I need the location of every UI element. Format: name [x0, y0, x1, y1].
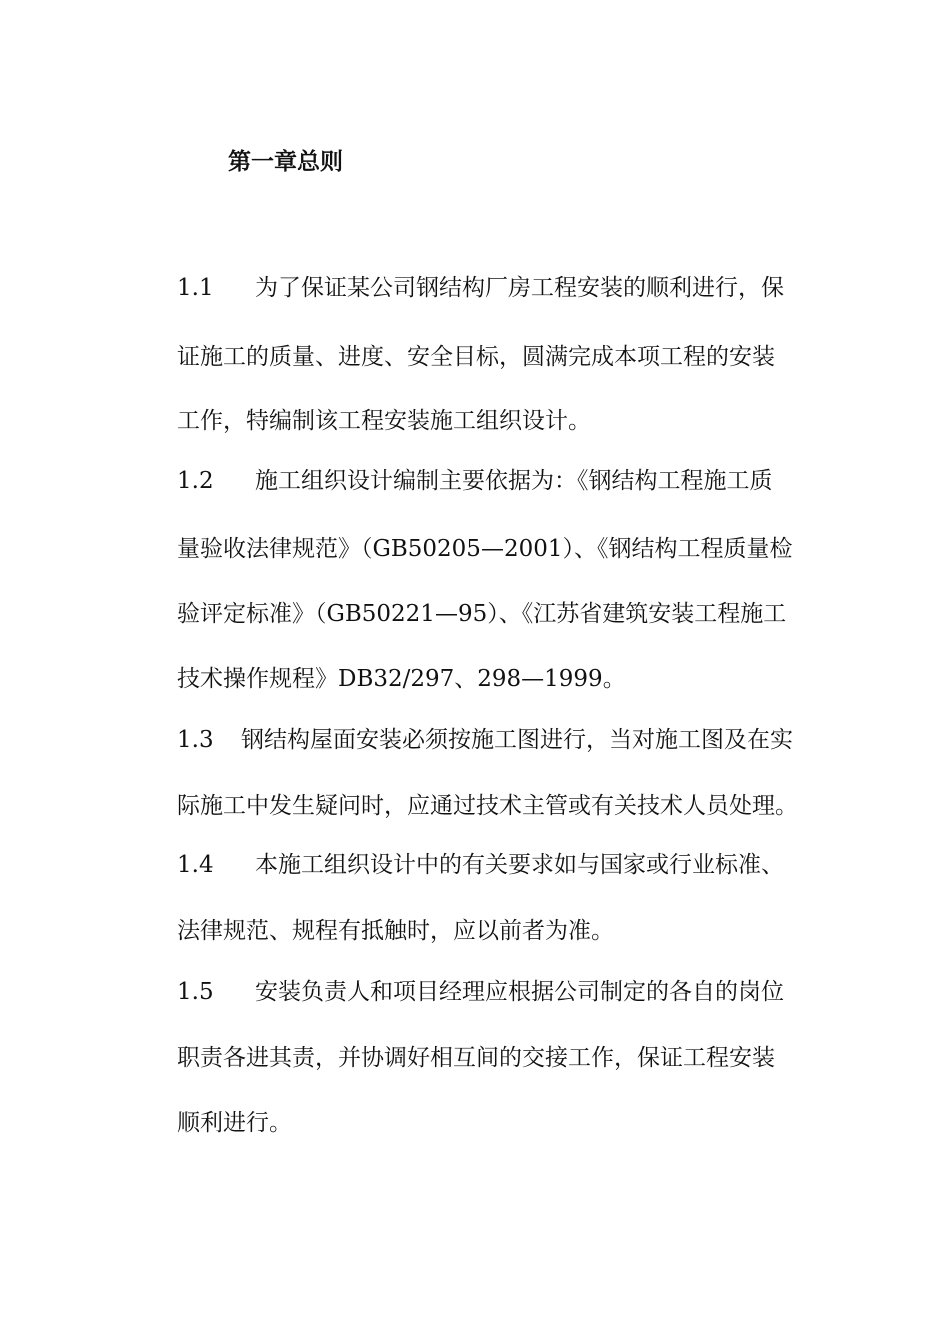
clause-text: 量验收法律规范》（GB50205—2001）、《钢结构工程质量检 [177, 536, 793, 562]
clause-1-3-line-1 [177, 721, 793, 759]
clause-1-2-line-1 [177, 462, 773, 500]
clause-1-1-line-1 [177, 269, 784, 307]
clause-text: 工作，特编制该工程安装施工组织设计。 [177, 408, 591, 434]
clause-text: 钢结构屋面安装必须按施工图进行，当对施工图及在实 [241, 727, 793, 753]
clause-text: 证施工的质量、进度、安全目标，圆满完成本项工程的安装 [177, 344, 775, 370]
clause-number: 1.4 [177, 852, 214, 878]
clause-1-2-line-3 [177, 595, 786, 633]
clause-text: 职责各进其责，并协调好相互间的交接工作，保证工程安装 [177, 1045, 775, 1071]
clause-1-1-line-3 [177, 402, 591, 440]
clause-number: 1.5 [177, 979, 214, 1005]
clause-1-5-line-1 [177, 973, 784, 1011]
clause-text: 顺利进行。 [177, 1110, 292, 1136]
clause-1-4-line-1 [177, 846, 784, 884]
clause-1-2-line-2 [177, 530, 792, 568]
clause-text: 技术操作规程》DB32/297、298—1999。 [177, 666, 626, 692]
clause-text: 际施工中发生疑问时，应通过技术主管或有关技术人员处理。 [177, 793, 798, 819]
clause-number: 1.1 [177, 275, 214, 301]
clause-text: 安装负责人和项目经理应根据公司制定的各自的岗位 [255, 979, 784, 1005]
clause-1-3-line-2 [177, 787, 798, 825]
clause-1-1-line-2 [177, 338, 775, 376]
clause-text: 本施工组织设计中的有关要求如与国家或行业标准、 [255, 852, 784, 878]
clause-1-2-line-4 [177, 660, 626, 698]
clause-1-5-line-3 [177, 1104, 292, 1142]
clause-1-5-line-2 [177, 1039, 775, 1077]
chapter-title: 第一章总则 [228, 149, 343, 175]
clause-text: 验评定标准》（GB50221—95）、《江苏省建筑安装工程施工 [177, 601, 787, 627]
clause-number: 1.3 [177, 727, 214, 753]
clause-1-4-line-2 [177, 912, 614, 950]
clause-text: 施工组织设计编制主要依据为：《钢结构工程施工质 [255, 468, 773, 494]
clause-text: 为了保证某公司钢结构厂房工程安装的顺利进行，保 [255, 275, 784, 301]
clause-text: 法律规范、规程有抵触时，应以前者为准。 [177, 918, 614, 944]
clause-number: 1.2 [177, 468, 214, 494]
